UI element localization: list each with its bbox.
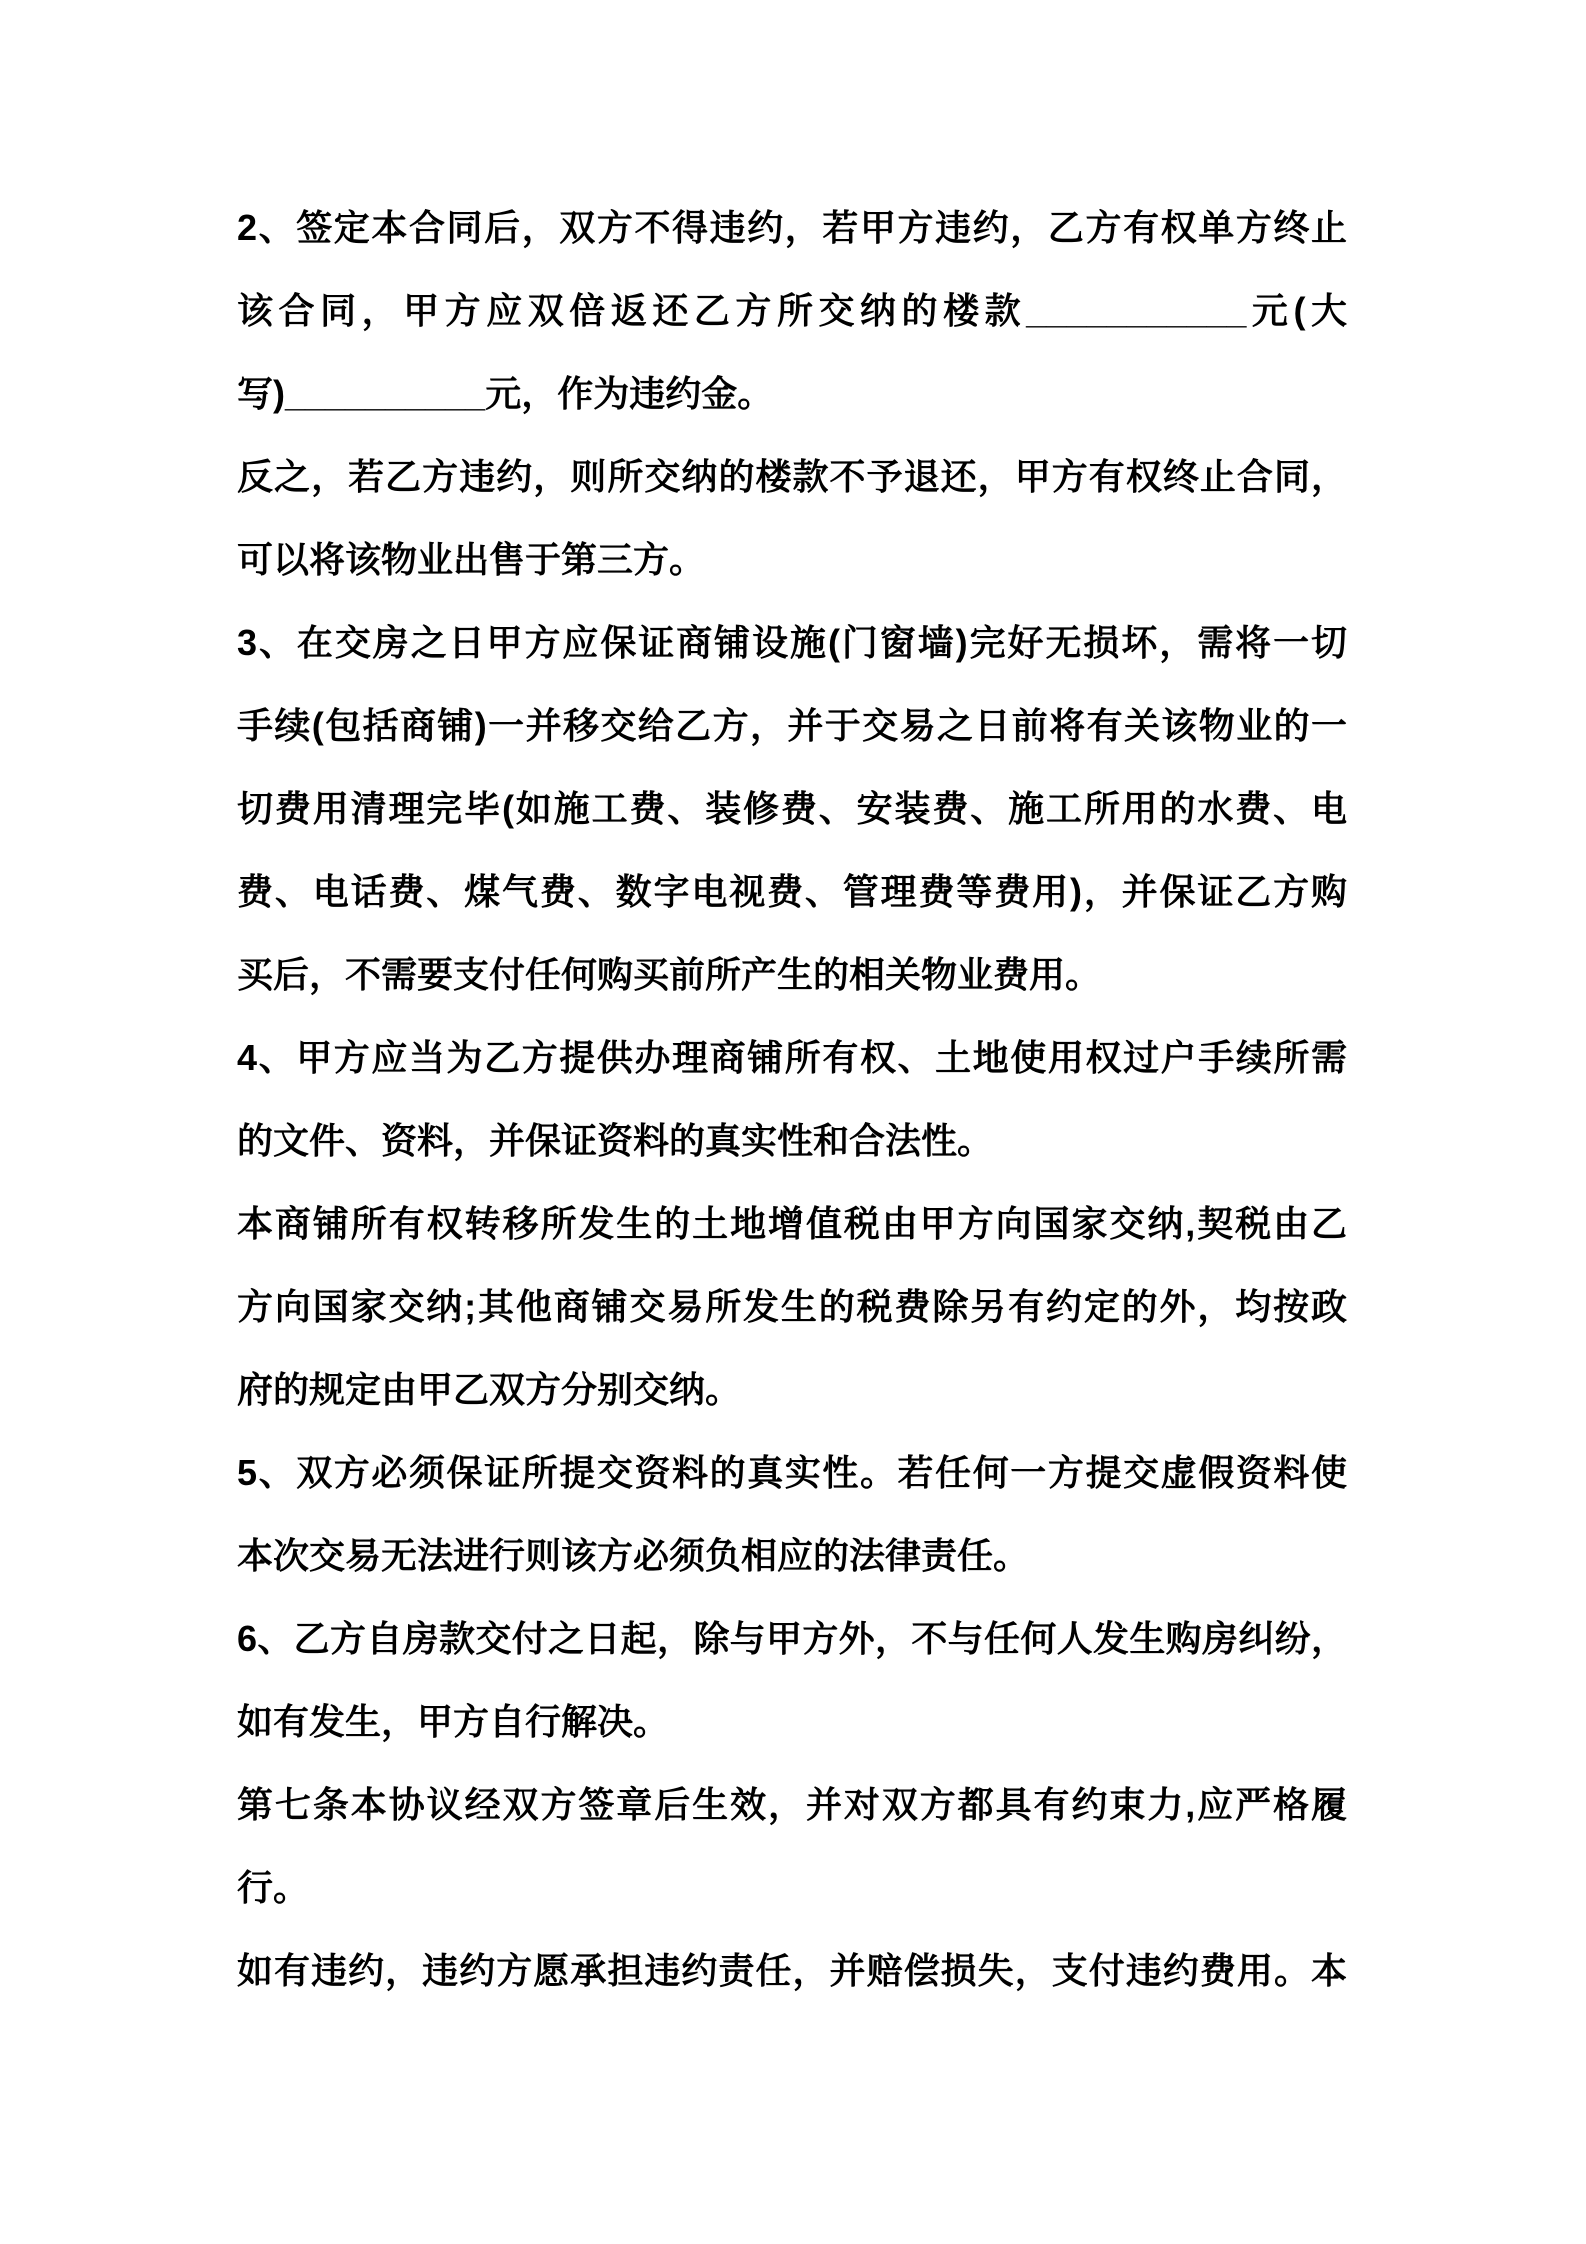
text-line: 本商铺所有权转移所发生的土地增值税由甲方向国家交纳,契税由乙 xyxy=(237,1203,1347,1244)
text-line: 6、乙方自房款交付之日起，除与甲方外，不与任何人发生购房纠纷， xyxy=(237,1618,1347,1659)
text-line: 本次交易无法进行则该方必须负相应的法律责任。 xyxy=(237,1535,1030,1576)
text-line: 方向国家交纳;其他商铺交易所发生的税费除另有约定的外，均按政 xyxy=(237,1286,1347,1327)
text-line: 3、在交房之日甲方应保证商铺设施(门窗墙)完好无损坏，需将一切 xyxy=(237,622,1347,663)
text-line: 行。 xyxy=(237,1867,310,1908)
text-line: 费、电话费、煤气费、数字电视费、管理费等费用)，并保证乙方购 xyxy=(237,871,1347,912)
text-line: 手续(包括商铺)一并移交给乙方，并于交易之日前将有关该物业的一 xyxy=(237,705,1347,746)
text-line: 写)__________元，作为违约金。 xyxy=(237,373,774,414)
text-block xyxy=(237,186,1347,2012)
text-line: 的文件、资料，并保证资料的真实性和合法性。 xyxy=(237,1120,994,1161)
text-line: 如有发生，甲方自行解决。 xyxy=(237,1701,670,1742)
text-line: 买后，不需要支付任何购买前所产生的相关物业费用。 xyxy=(237,954,1102,995)
text-line: 如有违约，违约方愿承担违约责任，并赔偿损失，支付违约费用。本 xyxy=(237,1950,1347,1991)
text-line: 第七条本协议经双方签章后生效，并对双方都具有约束力,应严格履 xyxy=(237,1784,1347,1825)
text-line: 反之，若乙方违约，则所交纳的楼款不予退还，甲方有权终止合同， xyxy=(237,456,1347,497)
text-line: 可以将该物业出售于第三方。 xyxy=(237,539,706,580)
text-line: 该合同，甲方应双倍返还乙方所交纳的楼款___________元(大 xyxy=(237,290,1347,331)
text-line: 府的规定由甲乙双方分别交纳。 xyxy=(237,1369,742,1410)
text-line: 4、甲方应当为乙方提供办理商铺所有权、土地使用权过户手续所需 xyxy=(237,1037,1347,1078)
text-line: 2、签定本合同后，双方不得违约，若甲方违约，乙方有权单方终止 xyxy=(237,207,1347,248)
text-line: 5、双方必须保证所提交资料的真实性。若任何一方提交虚假资料使 xyxy=(237,1452,1347,1493)
text-line: 切费用清理完毕(如施工费、装修费、安装费、施工所用的水费、电 xyxy=(237,788,1347,829)
